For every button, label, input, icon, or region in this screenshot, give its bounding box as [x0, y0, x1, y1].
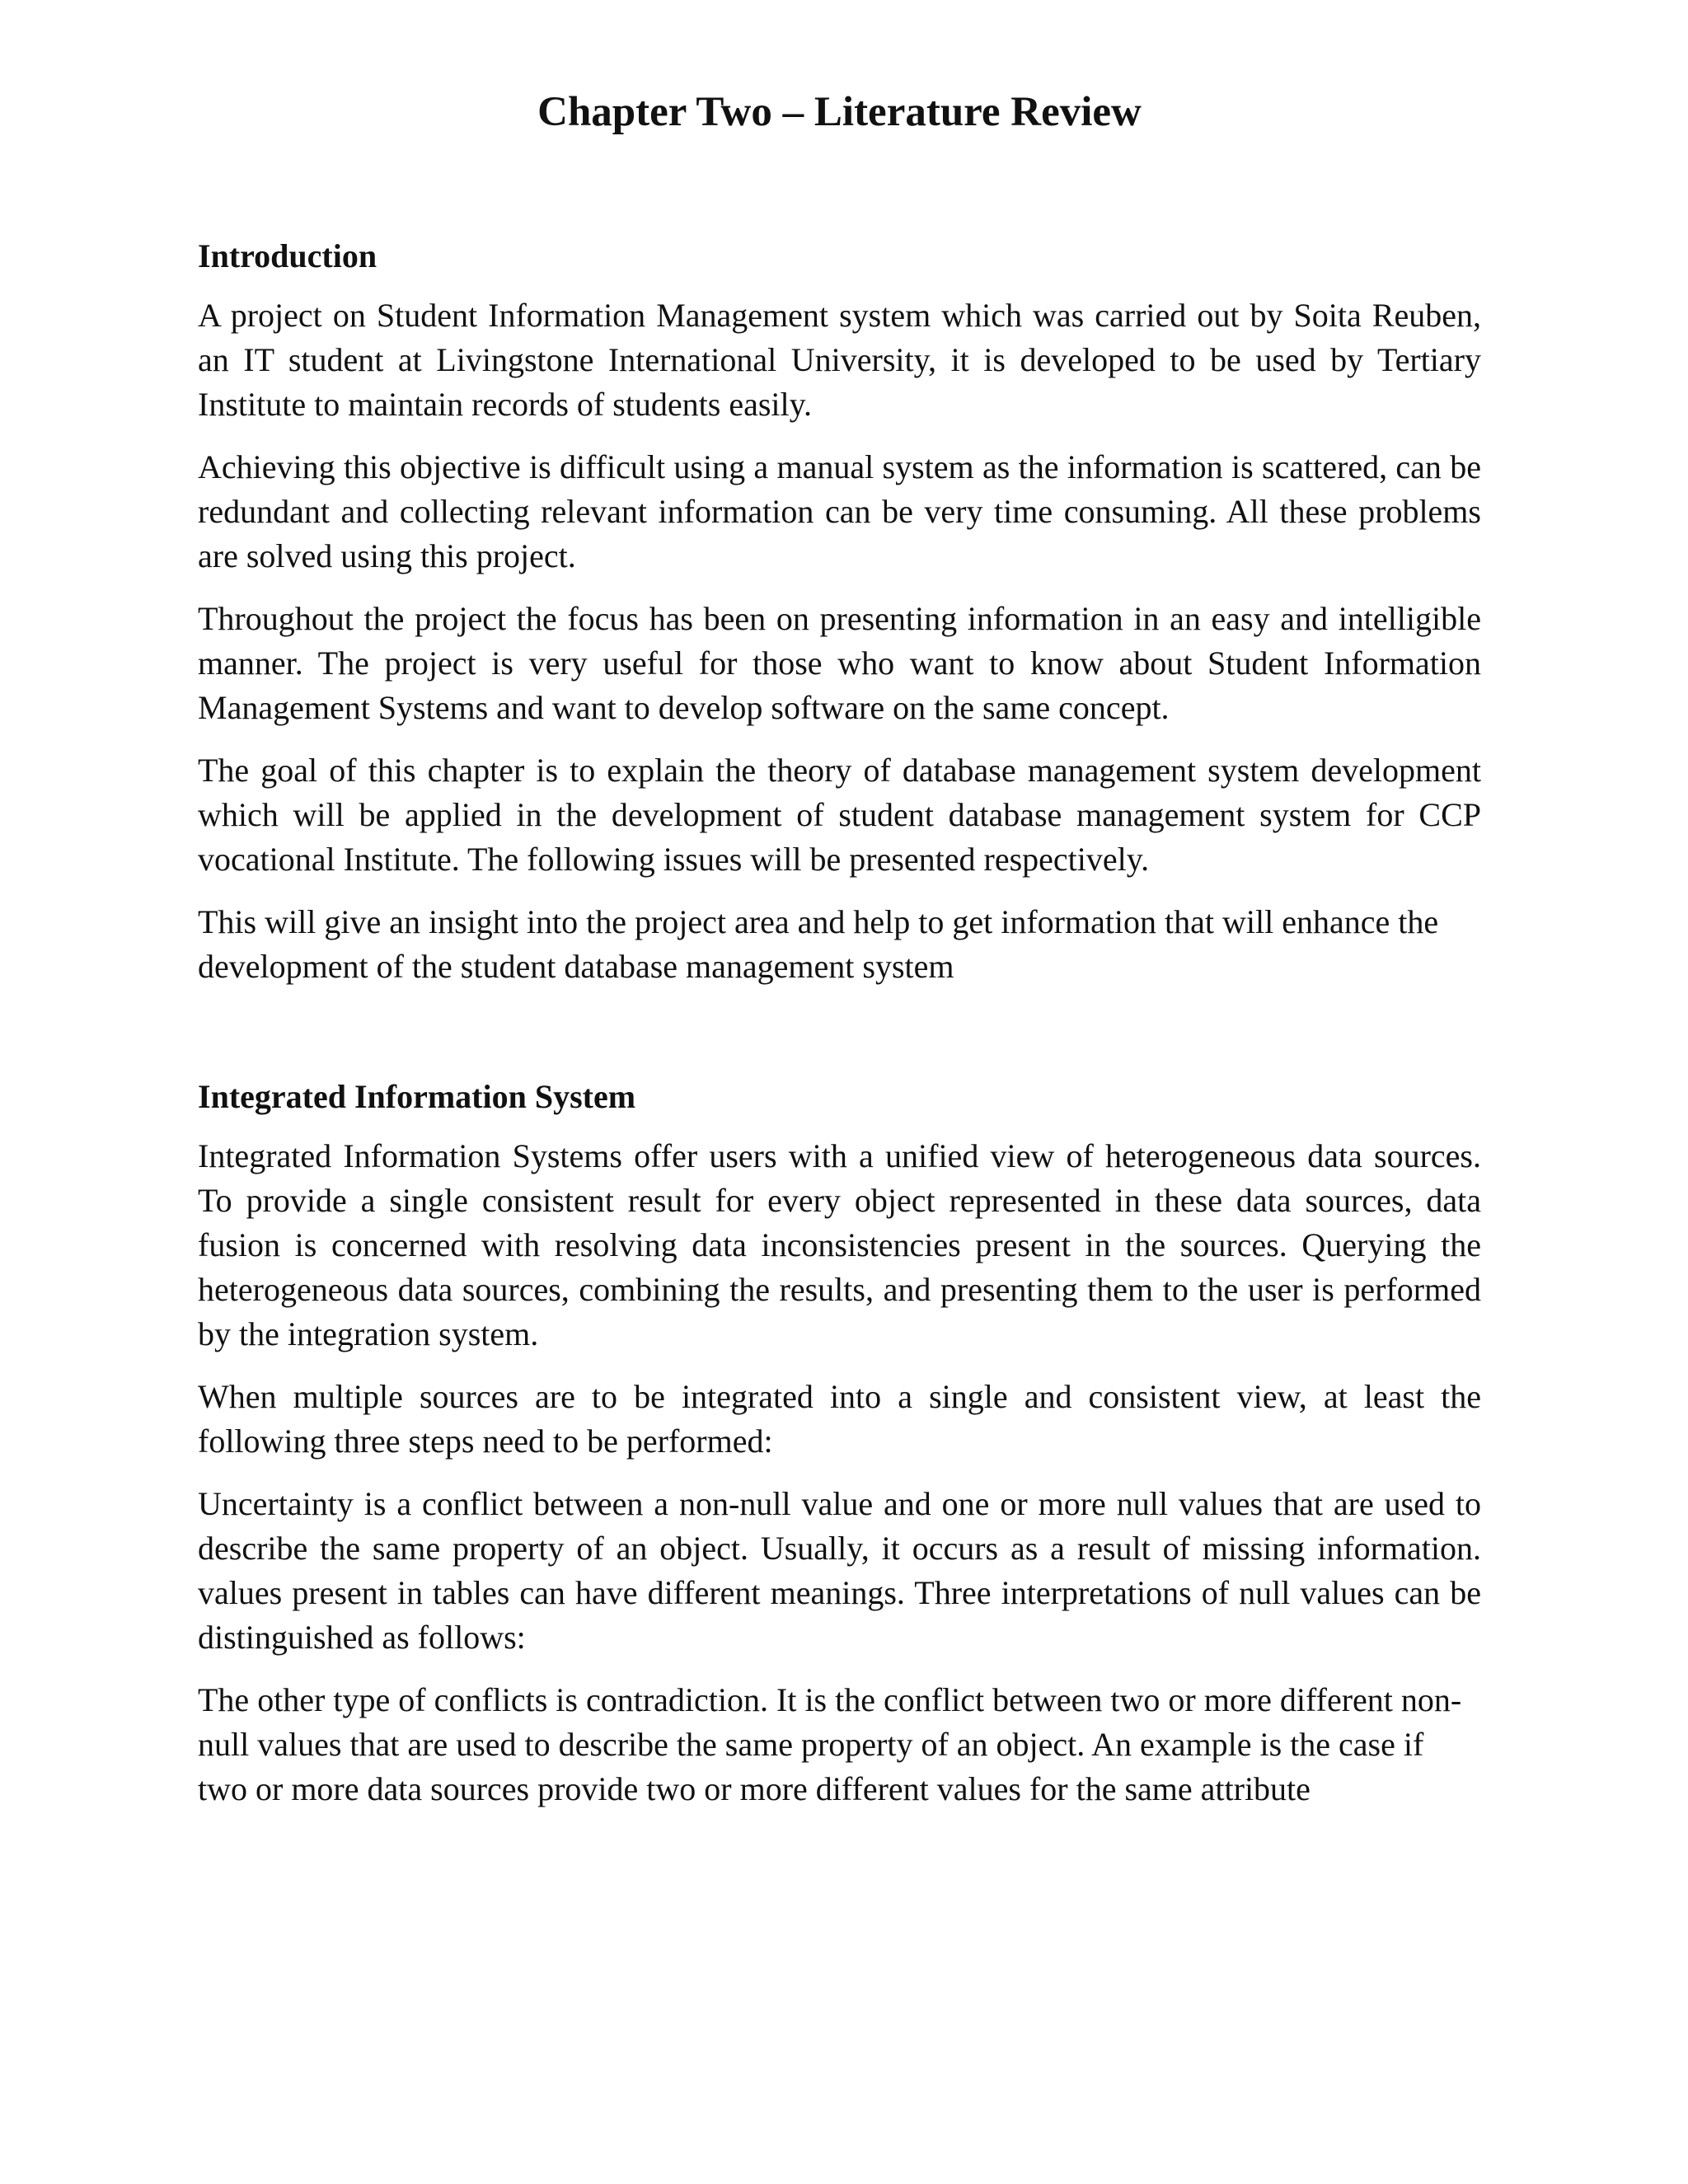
integrated-paragraph-4: The other type of conflicts is contradiction. It is the conflict between two or more different non-null values that are used to describe the same property of an object. An example is the case if two or more data sources provide two or more different values for the same attribute — [198, 1681, 1462, 1807]
intro-paragraph-3: Throughout the project the focus has been on presenting information in an easy and intelligible manner. The project is very useful for those who want to know about Student Information Management Systems and want to develop software on the same concept. — [198, 600, 1481, 726]
section-heading-introduction: Introduction — [198, 237, 377, 274]
page-content — [198, 82, 1481, 1811]
integrated-paragraph-1: Integrated Information Systems offer users with a unified view of heterogeneous data sources. To provide a single consistent result for every object represented in these data sources, data fusion is concerned with resolving data inconsistencies present in the sources. Querying the heterogeneous data sources, combining the results, and presenting them to the user is performed by the integration system. — [198, 1137, 1481, 1352]
intro-paragraph-2: Achieving this objective is difficult using a manual system as the information is scattered, can be redundant and collecting relevant information can be very time consuming. All these problems are solved using this project. — [198, 448, 1481, 574]
integrated-paragraph-3: Uncertainty is a conflict between a non-null value and one or more null values that are used to describe the same property of an object. Usually, it occurs as a result of missing information. values present in tables can have different meanings. Three interpretations of null values can be distinguished as follows: — [198, 1485, 1481, 1656]
section-heading-integrated-information-system: Integrated Information System — [198, 1078, 636, 1115]
intro-paragraph-4: The goal of this chapter is to explain the theory of database management system development which will be applied in the development of student database management system for CCP vocational Institute. The following issues will be presented respectively. — [198, 752, 1481, 878]
integrated-paragraph-2: When multiple sources are to be integrated into a single and consistent view, at least the following three steps need to be performed: — [198, 1378, 1481, 1460]
intro-paragraph-1: A project on Student Information Management system which was carried out by Soita Reuben, an IT student at Livingstone International University, it is developed to be used by Tertiary Institute to maintain records of students easily. — [198, 297, 1481, 423]
intro-paragraph-5: This will give an insight into the project area and help to get information that will enhance the development of the student database management system — [198, 903, 1439, 985]
chapter-title: Chapter Two – Literature Review — [537, 89, 1142, 135]
